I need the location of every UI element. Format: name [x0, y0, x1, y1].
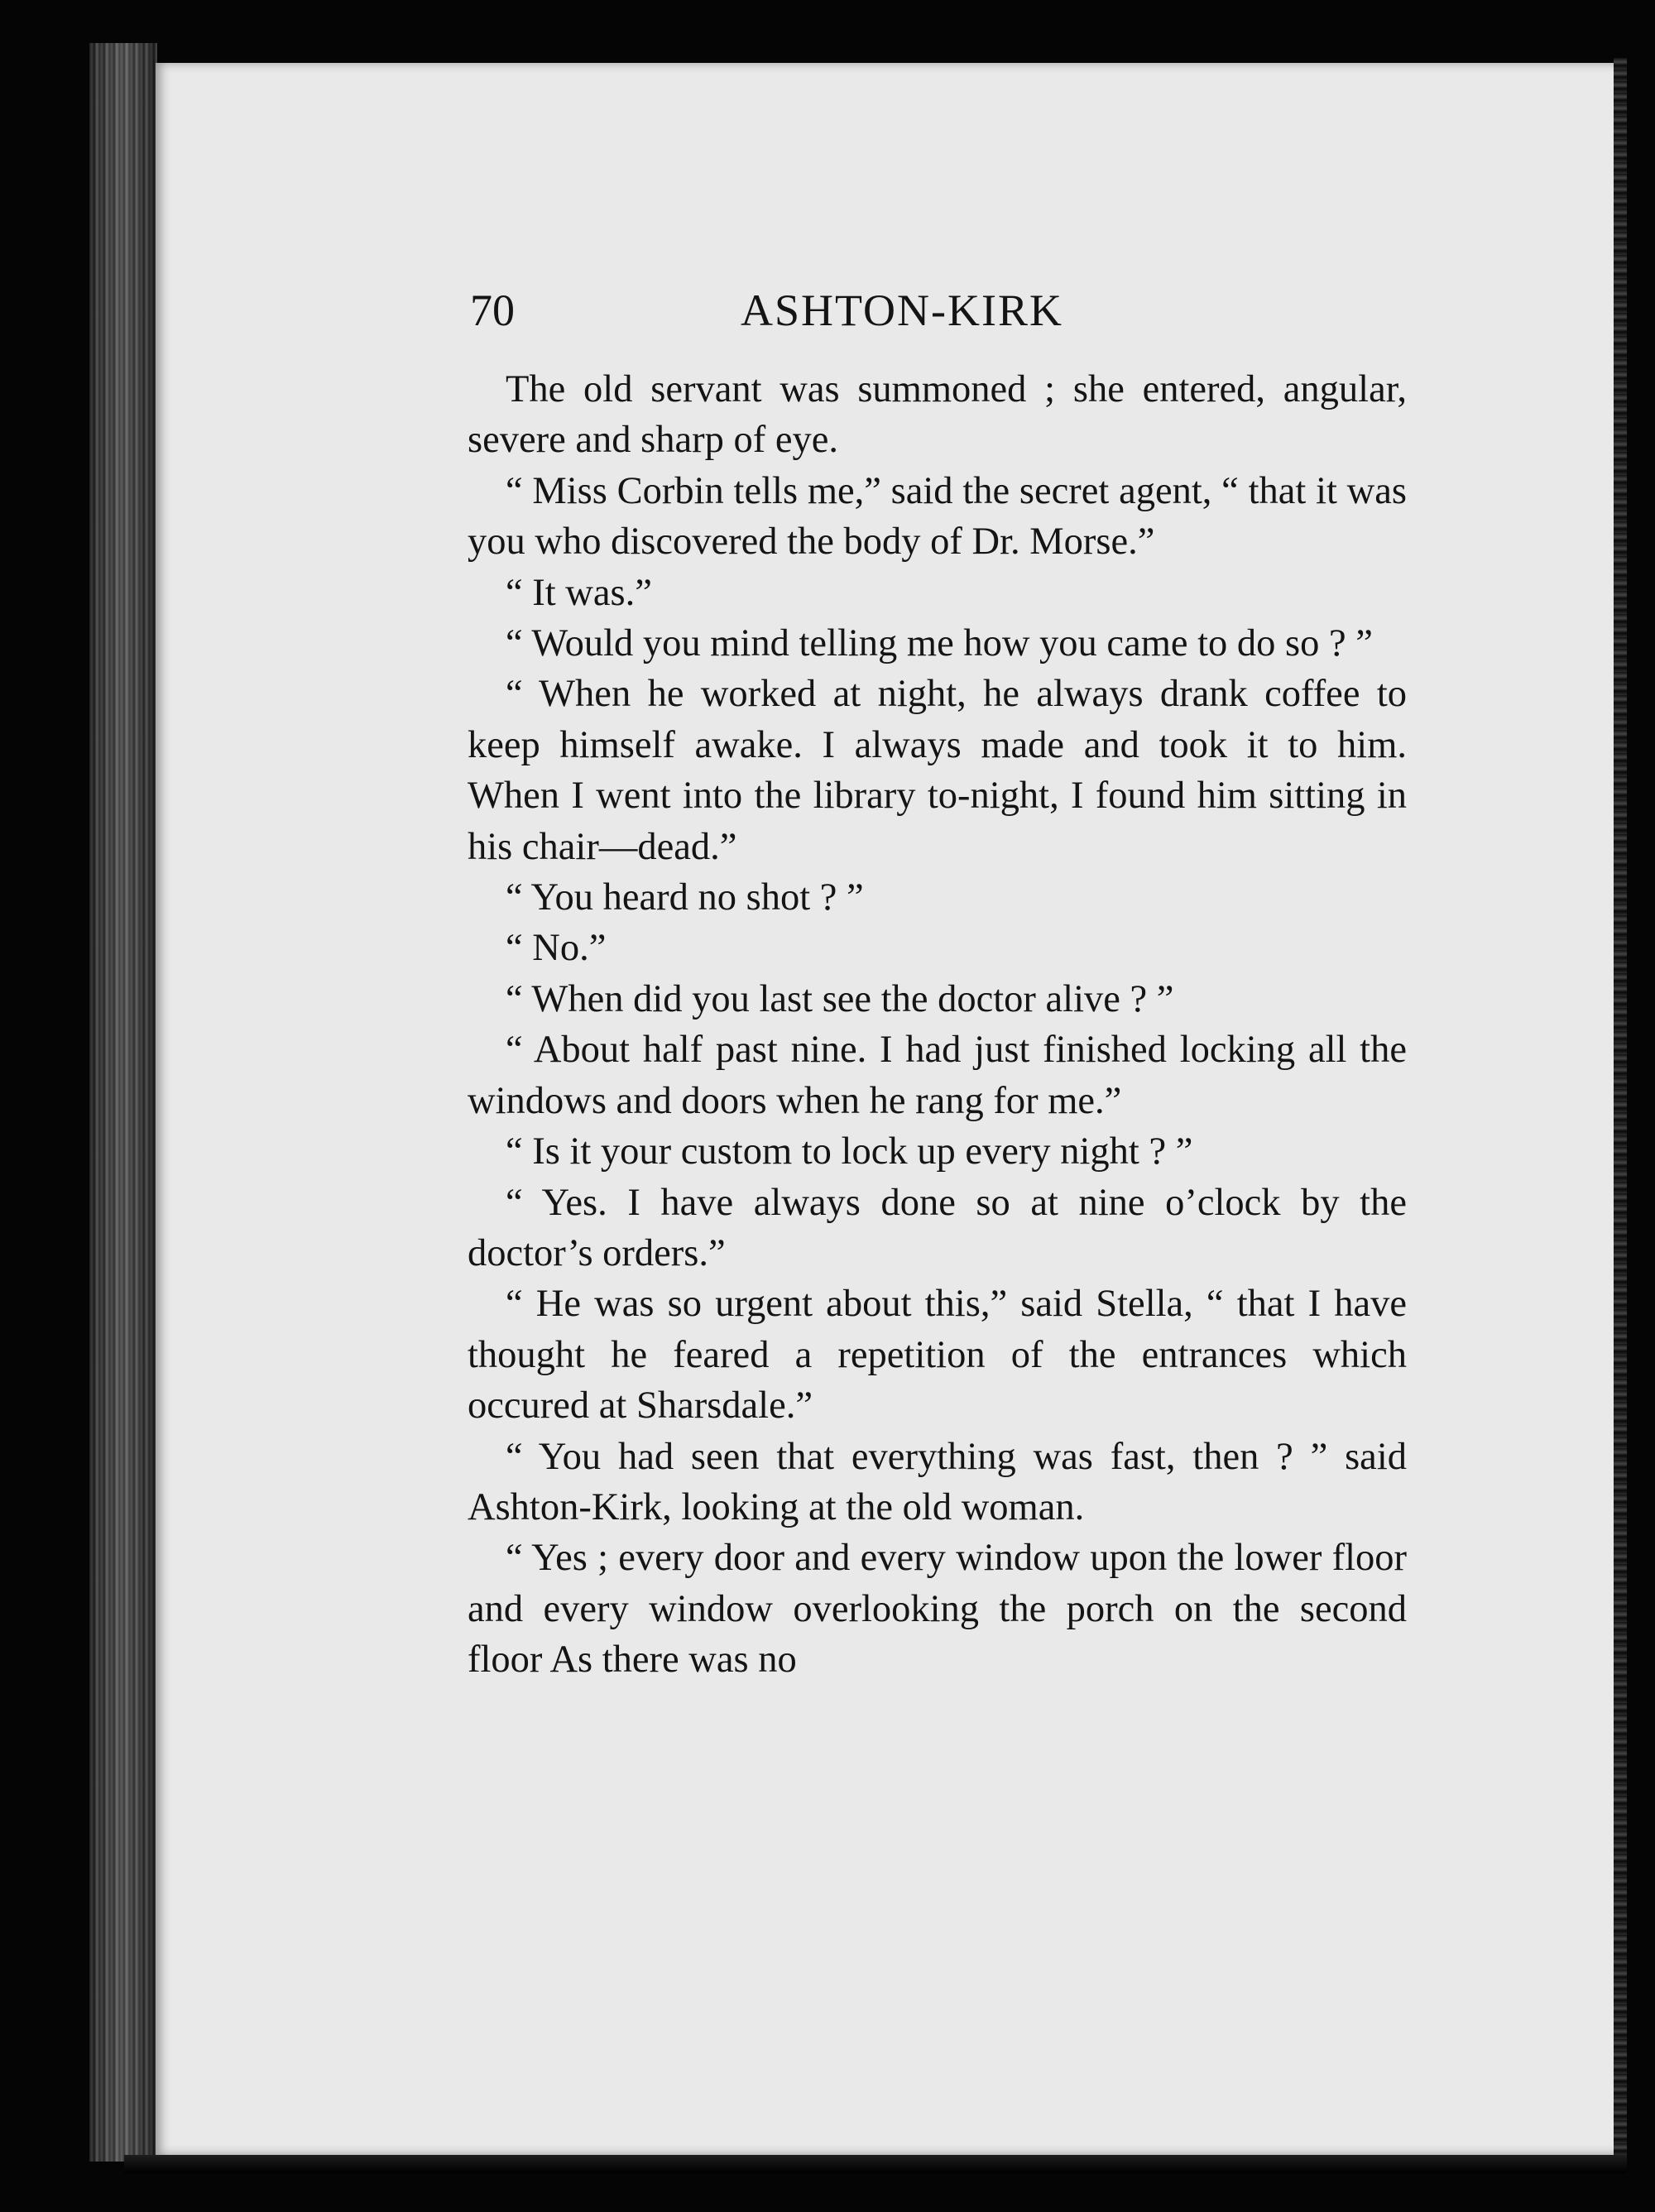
paragraph: “ No.” [506, 927, 607, 970]
paragraph: “ Miss Corbin tells me,” said the secret agent, “ that it was you who discovered the body of Dr. Morse.” [468, 469, 1407, 564]
paragraph: “ It was.” [506, 571, 652, 614]
body-text [468, 364, 1407, 1686]
page-number: 70 [470, 285, 515, 335]
paragraph: “ When did you last see the doctor alive ? ” [506, 977, 1174, 1020]
paragraph: “ You heard no shot ? ” [506, 876, 864, 919]
book-spine-edge [89, 43, 157, 2162]
paragraph: “ You had seen that everything was fast, then ? ” said Ashton-Kirk, looking at the old woman. [468, 1435, 1407, 1528]
paragraph: “ Is it your custom to lock up every night ? ” [506, 1130, 1193, 1173]
page-right-edge [1614, 58, 1627, 2160]
paragraph: “ He was so urgent about this,” said Stella, “ that I have thought he feared a repetition of the entrances which occured at Sharsdale.” [468, 1283, 1407, 1427]
paragraph: The old servant was summoned ; she entered, angular, severe and sharp of eye. [468, 368, 1407, 462]
paragraph: “ Would you mind telling me how you came to do so ? ” [506, 622, 1373, 665]
paragraph: “ When he worked at night, he always drank coffee to keep himself awake. I always made and took it to him. When I went into the library to-night, I found him sitting in his chair—dead.” [468, 673, 1407, 868]
paragraph: “ Yes ; every door and every window upon the lower floor and every window overlooking the porch on the second floor As there was no [468, 1537, 1407, 1682]
page-bottom-edge [124, 2155, 1627, 2173]
paragraph: “ About half past nine. I had just finished locking all the windows and doors when he rang for me.” [468, 1029, 1407, 1122]
paragraph: “ Yes. I have always done so at nine o’clock by the doctor’s orders.” [468, 1181, 1407, 1274]
page-header [470, 277, 1405, 343]
running-title: ASHTON-KIRK [741, 285, 1064, 335]
